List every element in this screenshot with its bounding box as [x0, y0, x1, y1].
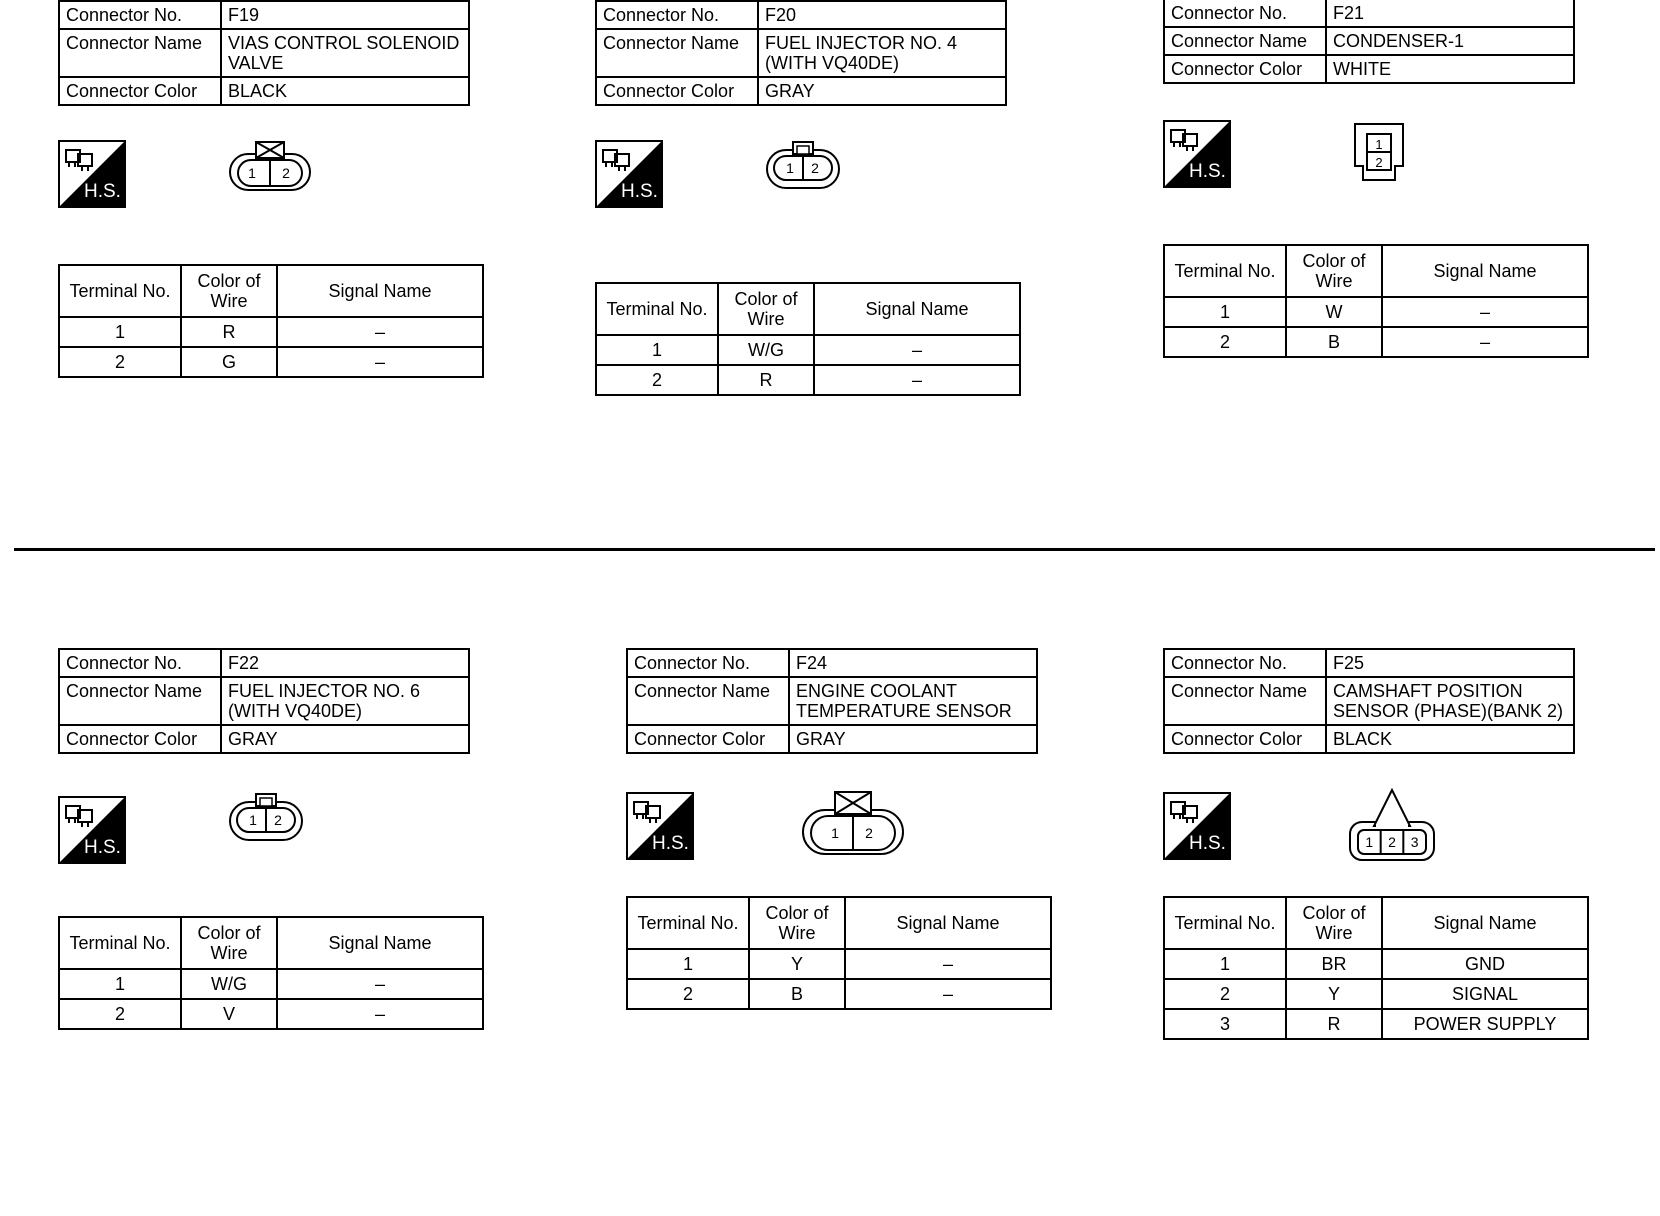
connector-name-label: Connector Name	[627, 677, 789, 725]
connector-name-value: ENGINE COOLANT TEMPERATURE SENSOR	[789, 677, 1037, 725]
table-row	[59, 999, 483, 1029]
connector-no-row	[59, 649, 469, 677]
hs-mark-label: H.S.	[621, 181, 658, 202]
color-of-wire-header: Color of Wire	[181, 265, 277, 317]
pin-label: 2	[811, 160, 819, 176]
connector-name-row	[596, 29, 1006, 77]
connector-face-diagram	[228, 790, 304, 842]
terminal-no-cell: 2	[59, 347, 181, 377]
table-row	[59, 969, 483, 999]
connector-face-diagram	[801, 788, 905, 858]
connector-name-value: FUEL INJECTOR NO. 4 (WITH VQ40DE)	[758, 29, 1006, 77]
pin-label: 2	[1375, 155, 1383, 170]
connector-no-row	[627, 649, 1037, 677]
connector-no-value: F25	[1326, 649, 1574, 677]
connector-panel-f24	[626, 648, 1106, 1068]
connector-name-value: CAMSHAFT POSITION SENSOR (PHASE)(BANK 2)	[1326, 677, 1574, 725]
pin-label: 1	[248, 165, 256, 181]
harness-side-icon	[58, 796, 122, 860]
table-row	[596, 335, 1020, 365]
connector-face-diagram	[1348, 786, 1436, 862]
table-row	[59, 317, 483, 347]
signal-name-cell: SIGNAL	[1382, 979, 1588, 1009]
connector-name-value: FUEL INJECTOR NO. 6 (WITH VQ40DE)	[221, 677, 469, 725]
connector-info-table	[595, 0, 1007, 106]
terminal-no-cell: 1	[59, 317, 181, 347]
harness-side-icon	[595, 140, 659, 204]
hs-mark-label: H.S.	[84, 837, 121, 858]
pin-label: 2	[282, 165, 290, 181]
signal-name-cell: POWER SUPPLY	[1382, 1009, 1588, 1039]
signal-name-cell: –	[845, 979, 1051, 1009]
terminal-table	[1163, 896, 1589, 1040]
terminal-no-cell: 1	[627, 949, 749, 979]
terminal-no-cell: 2	[596, 365, 718, 395]
connector-info-table	[626, 648, 1038, 754]
color-of-wire-header: Color of Wire	[749, 897, 845, 949]
signal-name-cell: –	[277, 347, 483, 377]
terminal-no-header: Terminal No.	[59, 265, 181, 317]
terminal-table-header	[1164, 245, 1588, 297]
wire-color-cell: W/G	[181, 969, 277, 999]
connector-no-label: Connector No.	[1164, 649, 1326, 677]
connector-color-value: WHITE	[1326, 55, 1574, 83]
connector-color-label: Connector Color	[1164, 55, 1326, 83]
connector-name-value: VIAS CONTROL SOLENOID VALVE	[221, 29, 469, 77]
connector-no-value: F19	[221, 1, 469, 29]
pin-label: 1	[831, 825, 839, 841]
connector-no-value: F22	[221, 649, 469, 677]
hs-mark-label: H.S.	[1189, 161, 1226, 182]
signal-name-cell: –	[277, 317, 483, 347]
signal-name-cell: –	[1382, 297, 1588, 327]
harness-side-icon	[1163, 120, 1227, 184]
terminal-no-cell: 1	[596, 335, 718, 365]
terminal-table-header	[1164, 897, 1588, 949]
connector-no-row	[59, 1, 469, 29]
wire-color-cell: G	[181, 347, 277, 377]
wire-color-cell: Y	[749, 949, 845, 979]
wire-color-cell: BR	[1286, 949, 1382, 979]
connector-no-value: F20	[758, 1, 1006, 29]
table-row	[627, 979, 1051, 1009]
connector-name-label: Connector Name	[596, 29, 758, 77]
terminal-table-header	[627, 897, 1051, 949]
table-row	[1164, 297, 1588, 327]
connector-color-label: Connector Color	[59, 77, 221, 105]
connector-panel-f19	[58, 0, 538, 420]
signal-name-header: Signal Name	[845, 897, 1051, 949]
connector-panel-f21	[1163, 0, 1643, 418]
section-divider	[14, 548, 1655, 551]
table-row	[596, 365, 1020, 395]
terminal-no-header: Terminal No.	[627, 897, 749, 949]
table-row	[59, 347, 483, 377]
terminal-no-cell: 1	[1164, 297, 1286, 327]
connector-color-value: GRAY	[789, 725, 1037, 753]
hs-mark-label: H.S.	[84, 181, 121, 202]
connector-face-diagram	[228, 138, 312, 194]
signal-name-cell: –	[1382, 327, 1588, 357]
connector-no-row	[1164, 649, 1574, 677]
connector-color-row	[596, 77, 1006, 105]
connector-no-label: Connector No.	[59, 1, 221, 29]
wire-color-cell: R	[1286, 1009, 1382, 1039]
connector-color-label: Connector Color	[596, 77, 758, 105]
terminal-no-header: Terminal No.	[1164, 245, 1286, 297]
terminal-no-cell: 1	[1164, 949, 1286, 979]
connector-color-value: BLACK	[221, 77, 469, 105]
connector-no-row	[596, 1, 1006, 29]
connector-color-row	[1164, 725, 1574, 753]
signal-name-cell: –	[277, 999, 483, 1029]
connector-info-table	[1163, 0, 1575, 84]
pin-label: 2	[865, 825, 873, 841]
terminal-no-cell: 3	[1164, 1009, 1286, 1039]
terminal-no-header: Terminal No.	[1164, 897, 1286, 949]
wire-color-cell: W/G	[718, 335, 814, 365]
connector-name-row	[59, 29, 469, 77]
wire-color-cell: Y	[1286, 979, 1382, 1009]
terminal-no-cell: 2	[59, 999, 181, 1029]
pin-label: 2	[274, 812, 282, 828]
terminal-no-header: Terminal No.	[596, 283, 718, 335]
connector-color-row	[59, 77, 469, 105]
table-row	[1164, 327, 1588, 357]
terminal-table	[626, 896, 1052, 1010]
harness-side-icon	[1163, 792, 1227, 856]
table-row	[1164, 1009, 1588, 1039]
connector-color-row	[627, 725, 1037, 753]
pin-label: 2	[1388, 834, 1396, 850]
table-row	[627, 949, 1051, 979]
signal-name-header: Signal Name	[1382, 897, 1588, 949]
wire-color-cell: B	[749, 979, 845, 1009]
wire-color-cell: V	[181, 999, 277, 1029]
connector-no-value: F24	[789, 649, 1037, 677]
table-row	[1164, 979, 1588, 1009]
signal-name-header: Signal Name	[277, 917, 483, 969]
connector-no-label: Connector No.	[1164, 0, 1326, 27]
wire-color-cell: B	[1286, 327, 1382, 357]
connector-name-row	[59, 677, 469, 725]
color-of-wire-header: Color of Wire	[1286, 897, 1382, 949]
pin-label: 1	[249, 812, 257, 828]
pin-label: 1	[786, 160, 794, 176]
terminal-table-header	[59, 917, 483, 969]
connector-color-row	[59, 725, 469, 753]
signal-name-cell: –	[814, 335, 1020, 365]
connector-panel-f25	[1163, 648, 1643, 1068]
signal-name-header: Signal Name	[277, 265, 483, 317]
color-of-wire-header: Color of Wire	[1286, 245, 1382, 297]
terminal-no-cell: 1	[59, 969, 181, 999]
connector-name-label: Connector Name	[1164, 27, 1326, 55]
harness-side-icon	[58, 140, 122, 204]
connector-name-value: CONDENSER-1	[1326, 27, 1574, 55]
signal-name-header: Signal Name	[814, 283, 1020, 335]
connector-no-label: Connector No.	[596, 1, 758, 29]
hs-mark-label: H.S.	[652, 833, 689, 854]
connector-color-label: Connector Color	[1164, 725, 1326, 753]
terminal-table-header	[59, 265, 483, 317]
connector-name-row	[1164, 677, 1574, 725]
terminal-no-cell: 2	[1164, 327, 1286, 357]
color-of-wire-header: Color of Wire	[718, 283, 814, 335]
terminal-table	[58, 264, 484, 378]
terminal-table	[595, 282, 1021, 396]
connector-color-label: Connector Color	[59, 725, 221, 753]
connector-info-table	[1163, 648, 1575, 754]
connector-color-value: GRAY	[758, 77, 1006, 105]
connector-color-value: BLACK	[1326, 725, 1574, 753]
terminal-no-cell: 2	[627, 979, 749, 1009]
wire-color-cell: W	[1286, 297, 1382, 327]
signal-name-cell: –	[845, 949, 1051, 979]
connector-no-row	[1164, 0, 1574, 27]
connector-panel-f22	[58, 648, 538, 1068]
connector-no-label: Connector No.	[627, 649, 789, 677]
connector-color-label: Connector Color	[627, 725, 789, 753]
wire-color-cell: R	[181, 317, 277, 347]
connector-name-label: Connector Name	[59, 677, 221, 725]
signal-name-cell: –	[277, 969, 483, 999]
connector-panel-f20	[595, 0, 1075, 420]
table-row	[1164, 949, 1588, 979]
connector-color-value: GRAY	[221, 725, 469, 753]
signal-name-cell: GND	[1382, 949, 1588, 979]
harness-side-icon	[626, 792, 690, 856]
terminal-table	[1163, 244, 1589, 358]
terminal-no-header: Terminal No.	[59, 917, 181, 969]
connector-no-label: Connector No.	[59, 649, 221, 677]
connector-name-label: Connector Name	[1164, 677, 1326, 725]
connector-no-value: F21	[1326, 0, 1574, 27]
wire-color-cell: R	[718, 365, 814, 395]
connector-info-table	[58, 648, 470, 754]
signal-name-header: Signal Name	[1382, 245, 1588, 297]
connector-face-diagram	[765, 138, 841, 190]
connector-color-row	[1164, 55, 1574, 83]
color-of-wire-header: Color of Wire	[181, 917, 277, 969]
connector-name-row	[1164, 27, 1574, 55]
signal-name-cell: –	[814, 365, 1020, 395]
terminal-table-header	[596, 283, 1020, 335]
terminal-no-cell: 2	[1164, 979, 1286, 1009]
pin-label: 1	[1365, 834, 1374, 850]
hs-mark-label: H.S.	[1189, 833, 1226, 854]
connector-info-table	[58, 0, 470, 106]
pin-label: 1	[1375, 137, 1383, 152]
pin-label: 3	[1410, 834, 1419, 850]
connector-face-diagram	[1353, 122, 1405, 182]
terminal-table	[58, 916, 484, 1030]
connector-name-label: Connector Name	[59, 29, 221, 77]
connector-name-row	[627, 677, 1037, 725]
